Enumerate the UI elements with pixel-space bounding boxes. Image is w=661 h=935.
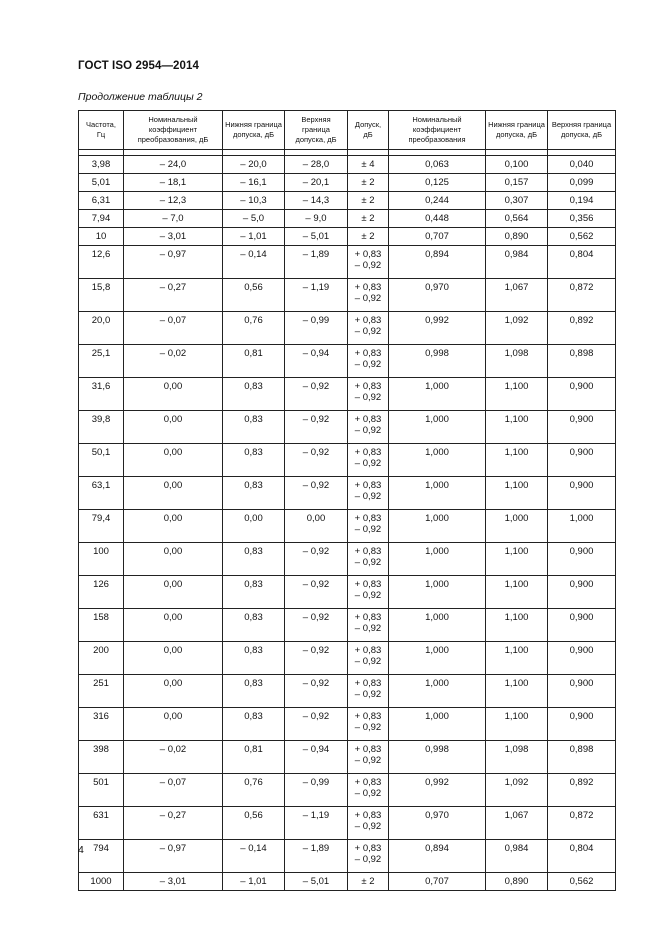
cell-lower-db: 0,56 (223, 279, 285, 312)
cell-lower-db: 0,83 (223, 576, 285, 609)
cell-nominal: 1,000 (389, 609, 486, 642)
cell-nominal-db: 0,00 (124, 675, 223, 708)
cell-frequency: 31,6 (79, 378, 124, 411)
cell-upper-db: – 0,92 (285, 576, 348, 609)
cell-nominal: 0,707 (389, 228, 486, 246)
cell-frequency: 794 (79, 840, 124, 873)
tolerance-line: – 0,92 (354, 392, 382, 403)
cell-lower: 1,100 (486, 642, 548, 675)
cell-frequency: 7,94 (79, 210, 124, 228)
cell-tolerance (348, 228, 389, 246)
tolerance-line: – 0,92 (354, 524, 382, 535)
cell-nominal-db: – 0,02 (124, 345, 223, 378)
cell-tolerance (348, 246, 389, 279)
cell-lower-db: 0,81 (223, 345, 285, 378)
cell-nominal-db: – 7,0 (124, 210, 223, 228)
cell-nominal: 1,000 (389, 675, 486, 708)
tolerance-line: + 0,83 (354, 249, 382, 260)
cell-nominal: 0,244 (389, 192, 486, 210)
cell-nominal-db: – 3,01 (124, 228, 223, 246)
cell-lower-db: – 0,14 (223, 840, 285, 873)
table-row (79, 774, 616, 807)
cell-lower-db: 0,83 (223, 411, 285, 444)
cell-lower-db: 0,00 (223, 510, 285, 543)
table-row (79, 543, 616, 576)
tolerance-line: ± 2 (361, 177, 375, 188)
cell-nominal-db: 0,00 (124, 609, 223, 642)
cell-frequency: 6,31 (79, 192, 124, 210)
cell-tolerance (348, 807, 389, 840)
cell-tolerance (348, 741, 389, 774)
cell-tolerance (348, 156, 389, 174)
cell-nominal-db: 0,00 (124, 477, 223, 510)
table-row (79, 510, 616, 543)
cell-lower-db: – 1,01 (223, 228, 285, 246)
cell-upper: 0,804 (548, 840, 616, 873)
header-lower: Нижняя граница допуска, дБ (486, 111, 548, 150)
table-row (79, 477, 616, 510)
cell-nominal-db: 0,00 (124, 411, 223, 444)
cell-nominal: 1,000 (389, 543, 486, 576)
cell-nominal-db: – 0,02 (124, 741, 223, 774)
cell-lower-db: 0,76 (223, 312, 285, 345)
tolerance-line: + 0,83 (354, 282, 382, 293)
cell-lower-db: – 0,14 (223, 246, 285, 279)
cell-upper: 1,000 (548, 510, 616, 543)
table-row (79, 609, 616, 642)
cell-upper-db: – 1,19 (285, 279, 348, 312)
table-row (79, 675, 616, 708)
table-row (79, 174, 616, 192)
cell-nominal: 1,000 (389, 411, 486, 444)
cell-nominal: 0,894 (389, 246, 486, 279)
cell-lower-db: – 16,1 (223, 174, 285, 192)
tolerance-line: + 0,83 (354, 744, 382, 755)
cell-nominal: 1,000 (389, 477, 486, 510)
cell-nominal-db: – 0,97 (124, 246, 223, 279)
cell-upper-db: – 14,3 (285, 192, 348, 210)
cell-upper: 0,900 (548, 708, 616, 741)
tolerance-line: – 0,92 (354, 326, 382, 337)
cell-upper-db: – 5,01 (285, 873, 348, 891)
cell-lower-db: 0,81 (223, 741, 285, 774)
tolerance-line: – 0,92 (354, 623, 382, 634)
table-body (79, 150, 616, 891)
table-row (79, 873, 616, 891)
cell-lower: 1,098 (486, 345, 548, 378)
cell-upper-db: – 0,99 (285, 774, 348, 807)
table-row (79, 708, 616, 741)
cell-frequency: 12,6 (79, 246, 124, 279)
cell-upper-db: – 0,92 (285, 708, 348, 741)
table-row (79, 378, 616, 411)
cell-nominal: 1,000 (389, 378, 486, 411)
table-row (79, 228, 616, 246)
cell-lower-db: 0,83 (223, 543, 285, 576)
cell-lower: 1,098 (486, 741, 548, 774)
cell-nominal-db: 0,00 (124, 576, 223, 609)
cell-lower: 1,100 (486, 675, 548, 708)
tolerance-line: – 0,92 (354, 656, 382, 667)
cell-nominal-db: 0,00 (124, 543, 223, 576)
cell-lower-db: 0,83 (223, 675, 285, 708)
tolerance-line: – 0,92 (354, 491, 382, 502)
tolerance-line: – 0,92 (354, 722, 382, 733)
cell-lower-db: 0,76 (223, 774, 285, 807)
cell-lower: 0,984 (486, 246, 548, 279)
table-row (79, 192, 616, 210)
cell-upper-db: – 1,89 (285, 246, 348, 279)
cell-upper: 0,900 (548, 477, 616, 510)
cell-lower: 0,157 (486, 174, 548, 192)
cell-nominal: 0,992 (389, 312, 486, 345)
cell-frequency: 100 (79, 543, 124, 576)
cell-nominal-db: – 0,27 (124, 807, 223, 840)
tolerance-line: ± 2 (361, 876, 375, 887)
cell-upper-db: – 0,94 (285, 741, 348, 774)
cell-upper: 0,892 (548, 774, 616, 807)
cell-frequency: 10 (79, 228, 124, 246)
tolerance-line: + 0,83 (354, 645, 382, 656)
cell-upper: 0,898 (548, 345, 616, 378)
cell-nominal-db: – 0,07 (124, 312, 223, 345)
cell-frequency: 1000 (79, 873, 124, 891)
table-row (79, 156, 616, 174)
cell-upper-db: 0,00 (285, 510, 348, 543)
tolerance-line: + 0,83 (354, 810, 382, 821)
cell-nominal-db: 0,00 (124, 444, 223, 477)
table-row (79, 807, 616, 840)
cell-lower-db: 0,83 (223, 642, 285, 675)
cell-tolerance (348, 873, 389, 891)
tolerance-line: + 0,83 (354, 612, 382, 623)
cell-upper: 0,356 (548, 210, 616, 228)
cell-lower: 1,100 (486, 411, 548, 444)
cell-lower-db: 0,83 (223, 708, 285, 741)
page-number: 4 (78, 844, 84, 856)
cell-tolerance (348, 312, 389, 345)
cell-frequency: 15,8 (79, 279, 124, 312)
tolerance-line: – 0,92 (354, 458, 382, 469)
cell-upper: 0,900 (548, 411, 616, 444)
cell-upper-db: – 0,92 (285, 444, 348, 477)
cell-tolerance (348, 444, 389, 477)
cell-lower: 0,984 (486, 840, 548, 873)
tolerance-line: – 0,92 (354, 788, 382, 799)
cell-lower: 0,100 (486, 156, 548, 174)
cell-lower: 1,100 (486, 477, 548, 510)
tolerance-line: + 0,83 (354, 348, 382, 359)
cell-upper: 0,099 (548, 174, 616, 192)
cell-tolerance (348, 510, 389, 543)
cell-lower-db: – 20,0 (223, 156, 285, 174)
cell-lower-db: 0,83 (223, 609, 285, 642)
cell-frequency: 316 (79, 708, 124, 741)
cell-upper: 0,804 (548, 246, 616, 279)
cell-nominal: 0,125 (389, 174, 486, 192)
cell-lower: 1,100 (486, 378, 548, 411)
cell-lower: 1,092 (486, 312, 548, 345)
cell-nominal: 1,000 (389, 576, 486, 609)
cell-nominal: 0,894 (389, 840, 486, 873)
tolerance-line: + 0,83 (354, 447, 382, 458)
cell-lower: 1,100 (486, 444, 548, 477)
tolerance-line: + 0,83 (354, 678, 382, 689)
cell-lower-db: – 10,3 (223, 192, 285, 210)
cell-tolerance (348, 174, 389, 192)
tolerance-line: ± 2 (361, 213, 375, 224)
cell-tolerance (348, 543, 389, 576)
cell-frequency: 3,98 (79, 156, 124, 174)
cell-upper-db: – 0,92 (285, 609, 348, 642)
cell-upper-db: – 0,92 (285, 642, 348, 675)
cell-upper-db: – 1,19 (285, 807, 348, 840)
cell-tolerance (348, 840, 389, 873)
cell-upper-db: – 5,01 (285, 228, 348, 246)
cell-frequency: 398 (79, 741, 124, 774)
tolerance-line: + 0,83 (354, 843, 382, 854)
cell-upper-db: – 0,94 (285, 345, 348, 378)
cell-tolerance (348, 609, 389, 642)
cell-lower-db: 0,56 (223, 807, 285, 840)
cell-upper: 0,898 (548, 741, 616, 774)
cell-frequency: 631 (79, 807, 124, 840)
cell-lower: 0,307 (486, 192, 548, 210)
tolerance-line: – 0,92 (354, 557, 382, 568)
header-nominal-db: Номинальный коэффициент преобразования, дБ (124, 111, 223, 150)
table-header-row (79, 111, 616, 150)
cell-nominal: 0,992 (389, 774, 486, 807)
cell-frequency: 25,1 (79, 345, 124, 378)
cell-lower: 1,100 (486, 708, 548, 741)
cell-tolerance (348, 675, 389, 708)
table-row (79, 411, 616, 444)
cell-lower-db: – 1,01 (223, 873, 285, 891)
cell-nominal: 1,000 (389, 708, 486, 741)
cell-nominal-db: – 0,07 (124, 774, 223, 807)
cell-tolerance (348, 411, 389, 444)
tolerance-line: + 0,83 (354, 579, 382, 590)
cell-nominal: 0,998 (389, 741, 486, 774)
cell-upper: 0,194 (548, 192, 616, 210)
tolerance-line: – 0,92 (354, 293, 382, 304)
cell-upper: 0,900 (548, 675, 616, 708)
cell-lower-db: 0,83 (223, 477, 285, 510)
header-lower-db: Нижняя граница допуска, дБ (223, 111, 285, 150)
cell-upper: 0,900 (548, 609, 616, 642)
cell-nominal-db: – 3,01 (124, 873, 223, 891)
cell-upper-db: – 0,92 (285, 543, 348, 576)
cell-lower: 0,890 (486, 873, 548, 891)
header-upper-db: Верхняя граница допуска, дБ (285, 111, 348, 150)
cell-upper: 0,892 (548, 312, 616, 345)
cell-upper: 0,562 (548, 228, 616, 246)
cell-frequency: 200 (79, 642, 124, 675)
cell-upper: 0,900 (548, 543, 616, 576)
cell-nominal-db: – 0,27 (124, 279, 223, 312)
cell-nominal-db: 0,00 (124, 642, 223, 675)
cell-tolerance (348, 378, 389, 411)
cell-nominal: 1,000 (389, 444, 486, 477)
cell-nominal-db: 0,00 (124, 708, 223, 741)
cell-frequency: 126 (79, 576, 124, 609)
tolerance-line: ± 2 (361, 195, 375, 206)
cell-upper-db: – 0,99 (285, 312, 348, 345)
cell-tolerance (348, 477, 389, 510)
table-row (79, 642, 616, 675)
cell-lower: 1,067 (486, 279, 548, 312)
cell-nominal: 0,063 (389, 156, 486, 174)
cell-tolerance (348, 774, 389, 807)
cell-lower: 0,564 (486, 210, 548, 228)
table-row (79, 312, 616, 345)
header-upper: Верхняя граница допуска, дБ (548, 111, 616, 150)
cell-upper-db: – 0,92 (285, 411, 348, 444)
cell-upper-db: – 0,92 (285, 477, 348, 510)
cell-frequency: 251 (79, 675, 124, 708)
tolerance-line: – 0,92 (354, 755, 382, 766)
cell-nominal: 1,000 (389, 510, 486, 543)
tolerance-line: – 0,92 (354, 689, 382, 700)
cell-tolerance (348, 210, 389, 228)
table-row (79, 576, 616, 609)
cell-upper: 0,040 (548, 156, 616, 174)
header-tolerance: Допуск, дБ (348, 111, 389, 150)
cell-nominal: 1,000 (389, 642, 486, 675)
tolerance-line: ± 2 (361, 231, 375, 242)
tolerance-line: – 0,92 (354, 854, 382, 865)
cell-upper: 0,900 (548, 444, 616, 477)
cell-nominal-db: – 12,3 (124, 192, 223, 210)
cell-lower: 1,100 (486, 609, 548, 642)
cell-frequency: 158 (79, 609, 124, 642)
cell-lower: 1,067 (486, 807, 548, 840)
table-caption: Продолжение таблицы 2 (78, 91, 203, 103)
tolerance-line: + 0,83 (354, 381, 382, 392)
cell-tolerance (348, 642, 389, 675)
tolerance-line: – 0,92 (354, 590, 382, 601)
cell-upper: 0,562 (548, 873, 616, 891)
tolerance-line: – 0,92 (354, 359, 382, 370)
cell-upper-db: – 20,1 (285, 174, 348, 192)
cell-lower-db: – 5,0 (223, 210, 285, 228)
cell-upper-db: – 0,92 (285, 378, 348, 411)
table-row (79, 741, 616, 774)
tolerance-line: + 0,83 (354, 480, 382, 491)
cell-frequency: 501 (79, 774, 124, 807)
tolerance-line: + 0,83 (354, 414, 382, 425)
tolerance-line: ± 4 (361, 159, 375, 170)
cell-lower-db: 0,83 (223, 444, 285, 477)
cell-upper: 0,872 (548, 279, 616, 312)
cell-tolerance (348, 708, 389, 741)
tolerance-line: – 0,92 (354, 260, 382, 271)
cell-nominal-db: 0,00 (124, 510, 223, 543)
tolerance-line: – 0,92 (354, 821, 382, 832)
table-row (79, 246, 616, 279)
document-title: ГОСТ ISO 2954—2014 (78, 60, 200, 72)
cell-upper-db: – 1,89 (285, 840, 348, 873)
cell-upper: 0,900 (548, 642, 616, 675)
cell-upper: 0,900 (548, 576, 616, 609)
cell-frequency: 5,01 (79, 174, 124, 192)
tolerance-line: + 0,83 (354, 777, 382, 788)
cell-lower: 1,000 (486, 510, 548, 543)
table-row (79, 840, 616, 873)
cell-tolerance (348, 279, 389, 312)
cell-frequency: 63,1 (79, 477, 124, 510)
cell-frequency: 20,0 (79, 312, 124, 345)
tolerance-line: + 0,83 (354, 315, 382, 326)
cell-lower: 1,100 (486, 576, 548, 609)
cell-upper-db: – 28,0 (285, 156, 348, 174)
table-row (79, 444, 616, 477)
cell-nominal: 0,448 (389, 210, 486, 228)
cell-upper-db: – 0,92 (285, 675, 348, 708)
cell-nominal-db: – 0,97 (124, 840, 223, 873)
cell-lower: 1,100 (486, 543, 548, 576)
cell-nominal: 0,970 (389, 807, 486, 840)
cell-lower-db: 0,83 (223, 378, 285, 411)
cell-nominal-db: 0,00 (124, 378, 223, 411)
cell-frequency: 50,1 (79, 444, 124, 477)
tolerance-line: + 0,83 (354, 546, 382, 557)
tolerance-line: + 0,83 (354, 513, 382, 524)
cell-upper: 0,872 (548, 807, 616, 840)
cell-nominal: 0,998 (389, 345, 486, 378)
table-row (79, 345, 616, 378)
cell-tolerance (348, 345, 389, 378)
cell-lower: 1,092 (486, 774, 548, 807)
cell-upper: 0,900 (548, 378, 616, 411)
tolerance-line: + 0,83 (354, 711, 382, 722)
header-nominal: Номинальный коэффициент преобразования (389, 111, 486, 150)
cell-nominal-db: – 24,0 (124, 156, 223, 174)
data-table (78, 110, 616, 891)
cell-frequency: 39,8 (79, 411, 124, 444)
cell-lower: 0,890 (486, 228, 548, 246)
cell-tolerance (348, 192, 389, 210)
cell-nominal: 0,707 (389, 873, 486, 891)
table-row (79, 210, 616, 228)
header-frequency: Частота, Гц (79, 111, 124, 150)
tolerance-line: – 0,92 (354, 425, 382, 436)
cell-upper-db: – 9,0 (285, 210, 348, 228)
cell-tolerance (348, 576, 389, 609)
table-row (79, 279, 616, 312)
cell-frequency: 79,4 (79, 510, 124, 543)
cell-nominal-db: – 18,1 (124, 174, 223, 192)
cell-nominal: 0,970 (389, 279, 486, 312)
